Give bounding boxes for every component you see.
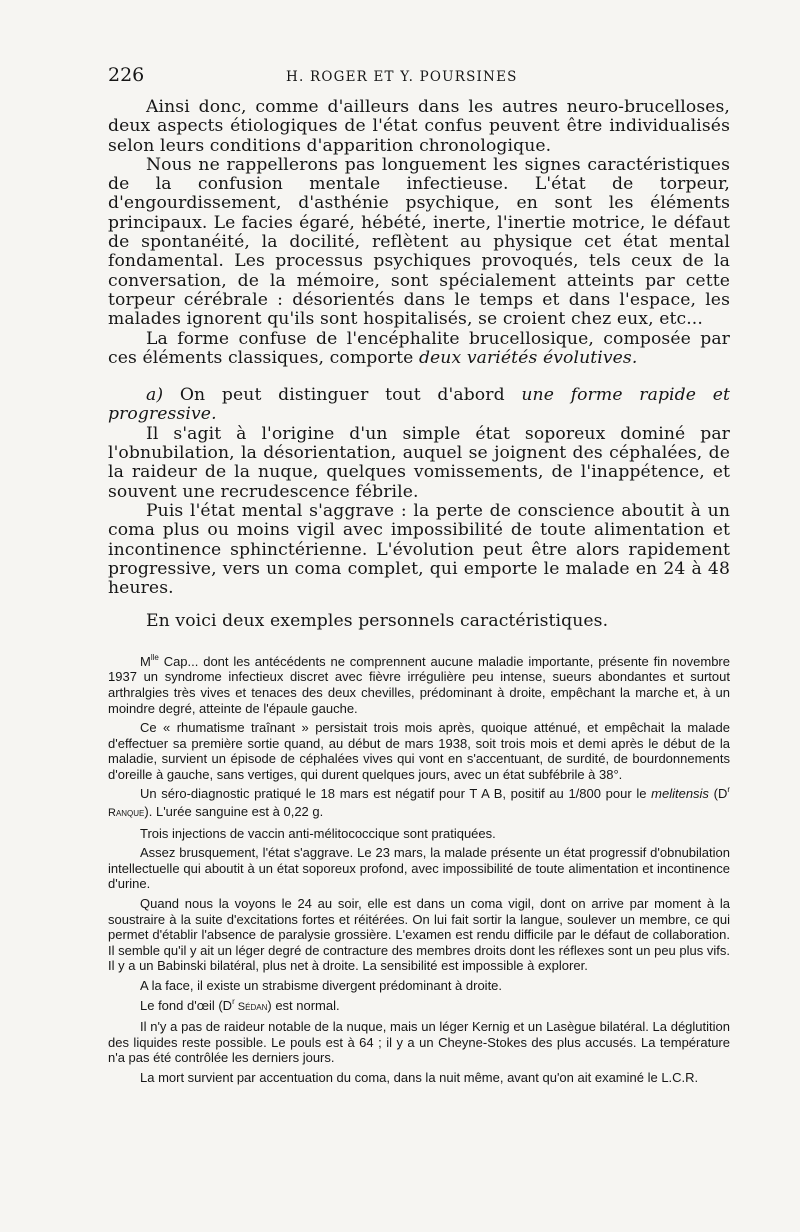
paragraph-intro: Ainsi donc, comme d'ailleurs dans les autres neuro-brucelloses, deux aspects étiologiques de l'état confus peuvent être individualisés selon leurs conditions d'apparition chronologique.	[108, 97, 730, 156]
case-text: ) est normal.	[267, 997, 340, 1013]
case-text: Le fond d'œil (D	[140, 997, 233, 1013]
case-text: (D	[708, 786, 728, 802]
case-text: ). L'urée sanguine est à 0,22 g.	[144, 804, 324, 820]
case-paragraph	[108, 786, 730, 821]
case-paragraph	[108, 654, 730, 716]
case-paragraph: Ce « rhumatisme traînant » persistait trois mois après, quoique atténué, et empêchait la malade d'effectuer sa première sortie quand, au début de mars 1938, soit trois mois et demi après le début de la maladie, survient un épisode de céphalées vives qui vont en s'accentuant, de surdité, de bourdonnements d'oreille à gauche, sans vertiges, qui durent quelques jours, avec un état subfébrile à 38°.	[108, 720, 730, 782]
case-paragraph: Il n'y a pas de raideur notable de la nuque, mais un léger Kernig et un Lasègue bilatéral. La déglutition des liquides reste possible. Le pouls est à 64 ; il y a un Cheyne-Stokes des plus accusés. La température n'a pas été contrôlée les derniers jours.	[108, 1019, 730, 1066]
case-paragraph	[108, 998, 730, 1016]
case-text: Un séro-diagnostic pratiqué le 18 mars est négatif pour T A B, positif au 1/800 pour le	[140, 786, 652, 802]
paragraph-evolution: Puis l'état mental s'aggrave : la perte de conscience aboutit à un coma plus ou moins vigil avec impossibilité de toute alimentation et incontinence sphinctérienne. L'évolution peut être alors rapidement progressive, vers un coma complet, qui emporte le malade en 24 à 48 heures.	[108, 500, 730, 599]
paragraph-text: On peut distinguer tout d'abord	[163, 385, 522, 406]
case-paragraph: Assez brusquement, l'état s'aggrave. Le 23 mars, la malade présente un état progressif d'obnubilation intellectuelle qui aboutit à un état soporeux profond, avec impossibilité de toute alimentation et incontinence d'urine.	[108, 845, 730, 892]
running-title: H. ROGER ET Y. POURSINES	[286, 69, 518, 85]
page-header	[108, 64, 730, 90]
main-text	[108, 98, 730, 632]
case-text: Cap... dont les antécédents ne comprennent aucune maladie importante, présente fin novembre 1937 un syndrome infectieux discret avec fièvre irrégulière peu intense, sueurs abondantes et surtout arthralgies très vives et tenaces des deux chevilles, prédominant à droite, empêchant la marche et, à un moindre degré, atteinte de l'épaule gauche.	[108, 653, 730, 716]
paragraph-origin: Il s'agit à l'origine d'un simple état soporeux dominé par l'obnubilation, la désorientation, auquel se joignent des céphalées, de la raideur de la nuque, quelques vomissements, de l'inappétence, et souvent une recrudescence fébrile.	[108, 423, 730, 502]
item-letter: a)	[146, 385, 164, 406]
person-name: Sédan	[234, 1000, 268, 1013]
page-number: 226	[108, 64, 145, 86]
paragraph-text: La forme confuse de l'encéphalite brucellosique, composée par ces éléments classiques, comporte	[108, 328, 730, 368]
italic-phrase: deux variétés évolutives.	[418, 347, 638, 368]
case-paragraph: A la face, il existe un strabisme divergent prédominant à droite.	[140, 978, 503, 993]
title-abbrev: M	[140, 653, 151, 669]
title-superscript: r	[232, 996, 235, 1006]
book-page	[108, 64, 730, 1090]
paragraph-confuse-form	[108, 330, 730, 369]
case-paragraph: Quand nous la voyons le 24 au soir, elle est dans un coma vigil, dont on arrive par moment à la soustraire à la suite d'excitations fortes et réitérées. On lui fait sortir la langue, soulever un membre, ce qui permet d'établir l'absence de paralysie grossière. L'examen est rendu difficile par le défaut de collaboration. Il semble qu'il y ait un léger degré de contracture des membres droits dont les réflexes sont un peu plus vifs. Il y a un Babinski bilatéral, plus net à droite. La sensibilité est impossible à explorer.	[108, 896, 730, 974]
paragraph-rapid-form	[108, 386, 730, 425]
title-superscript: lle	[150, 652, 159, 662]
italic-term: melitensis	[651, 786, 709, 802]
paragraph-examples: En voici deux exemples personnels caractéristiques.	[146, 611, 609, 632]
person-name: Ranque	[108, 807, 145, 820]
title-superscript: r	[727, 785, 730, 795]
case-paragraph: La mort survient par accentuation du coma, dans la nuit même, avant qu'on ait examiné le L.C.R.	[140, 1069, 699, 1085]
italic-phrase: une forme rapide et progressive.	[108, 385, 731, 425]
case-paragraph: Trois injections de vaccin anti-mélitococcique sont pratiquées.	[140, 825, 496, 841]
paragraph-signs: Nous ne rappellerons pas longuement les signes caractéristiques de la confusion mentale infectieuse. L'état de torpeur, d'engourdissement, d'asthénie psychique, en sont les éléments principaux. Le facies égaré, hébété, inerte, l'inertie motrice, le défaut de spontanéité, la docilité, reflètent au physique cet état mental fondamental. Les processus psychiques provoqués, tels ceux de la conversation, de la mémoire, sont spécialement atteints par cette torpeur cérébrale : désorientés dans le temps et dans l'espace, les malades ignorent qu'ils sont hospitalisés, se croient chez eux, etc...	[108, 154, 730, 330]
case-report	[108, 654, 730, 1086]
